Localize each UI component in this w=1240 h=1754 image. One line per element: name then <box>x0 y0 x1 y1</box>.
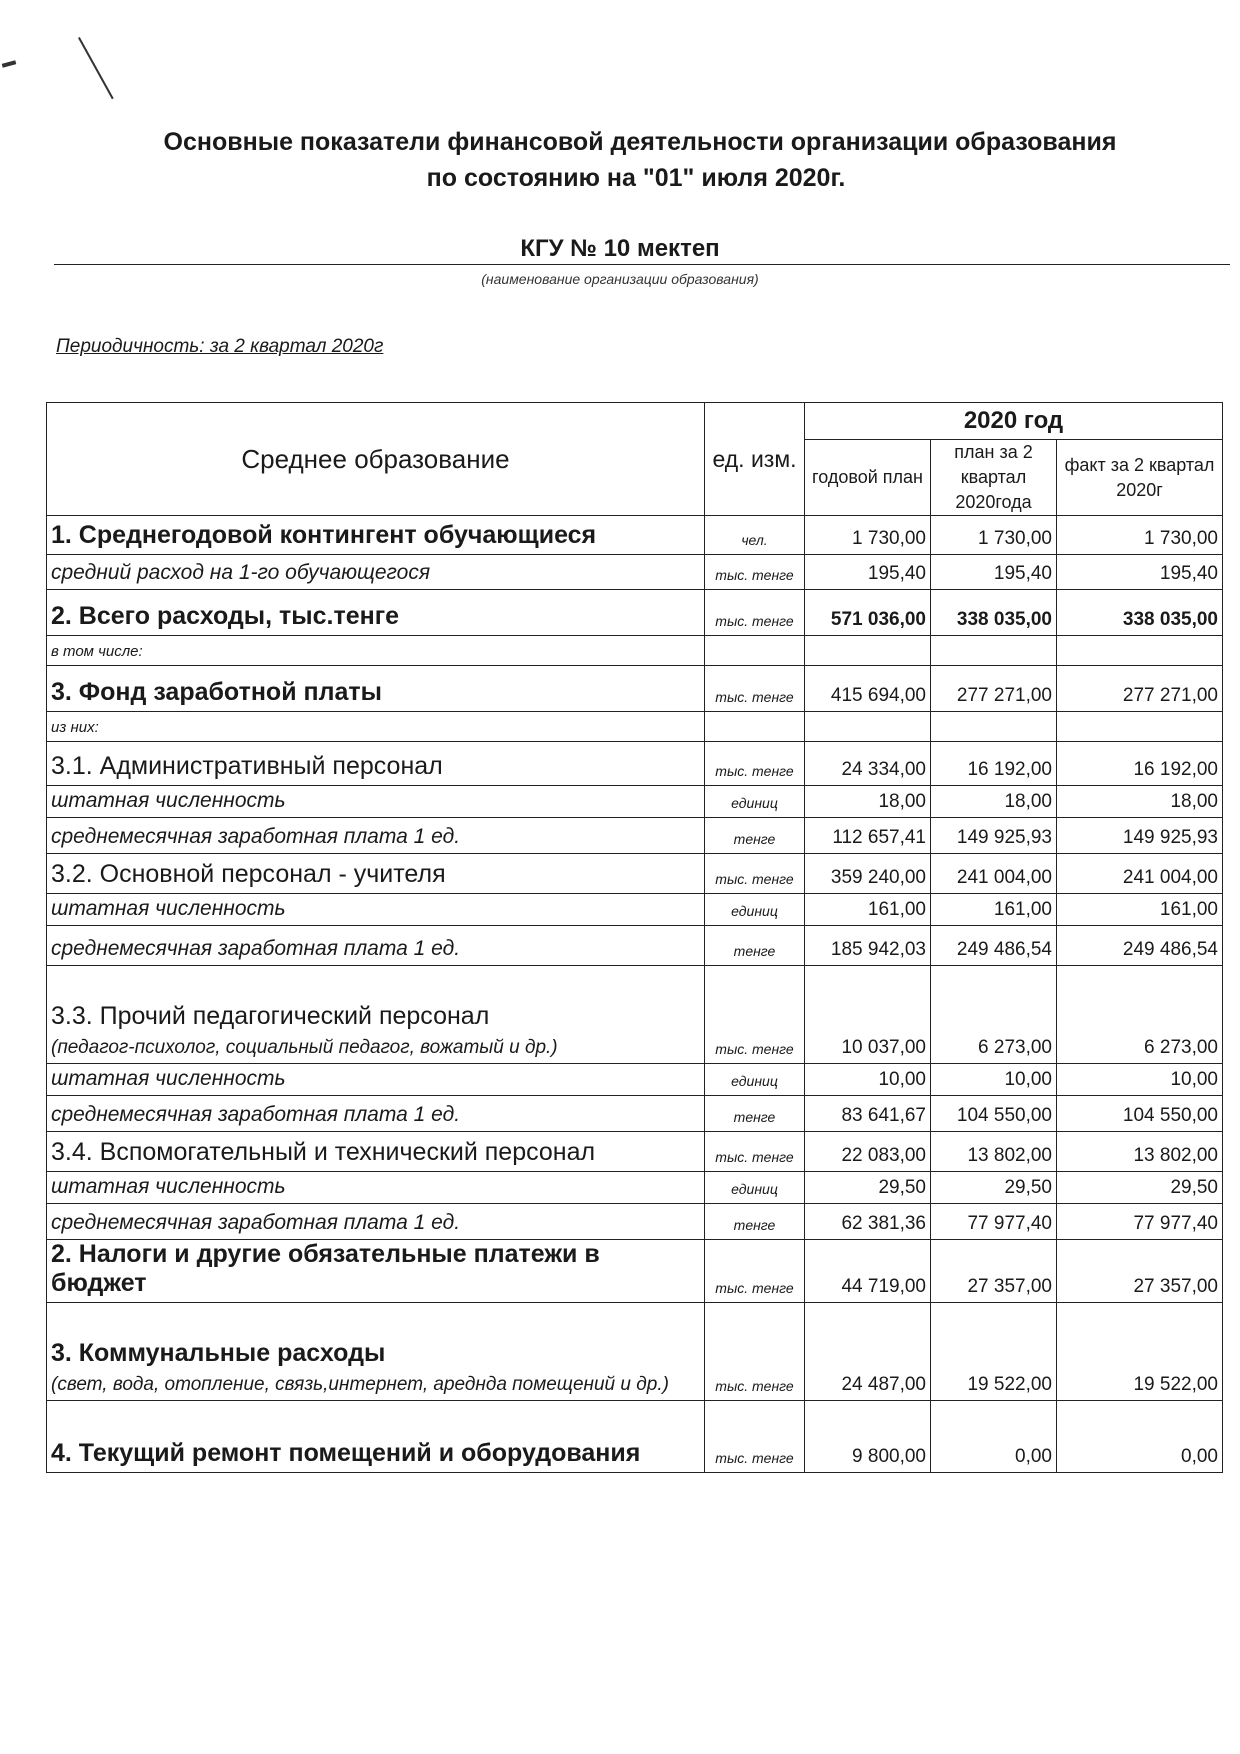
row-value-annual: 24 334,00 <box>805 742 931 786</box>
row-unit: тыс. тенге <box>705 854 805 894</box>
row-value-fact: 161,00 <box>1057 894 1223 926</box>
row-unit <box>705 712 805 742</box>
row-unit: тыс. тенге <box>705 666 805 712</box>
row-label: штатная численность <box>51 1067 286 1090</box>
row-value-annual: 44 719,00 <box>805 1240 931 1303</box>
row-label: среднемесячная заработная плата 1 ед. <box>51 825 461 848</box>
row-value-plan: 27 357,00 <box>931 1240 1057 1303</box>
table-row <box>47 555 1223 590</box>
column-header-year: 2020 год <box>805 403 1223 440</box>
column-header-title: Среднее образование <box>47 403 705 516</box>
row-value-annual: 359 240,00 <box>805 854 931 894</box>
row-value-fact: 0,00 <box>1057 1401 1223 1473</box>
row-label: в том числе: <box>51 643 143 660</box>
row-label: среднемесячная заработная плата 1 ед. <box>51 1211 461 1234</box>
row-label-cell <box>47 1204 705 1240</box>
column-header-plan-q2: план за 2 квартал 2020года <box>931 440 1057 516</box>
row-unit: тыс. тенге <box>705 742 805 786</box>
row-value-plan: 195,40 <box>931 555 1057 590</box>
row-label: 1. Среднегодовой контингент обучающиеся <box>51 521 597 549</box>
row-value-plan: 16 192,00 <box>931 742 1057 786</box>
row-label-cell <box>47 1096 705 1132</box>
row-label-cell <box>47 1132 705 1172</box>
row-unit: тыс. тенге <box>705 966 805 1064</box>
row-label-cell <box>47 555 705 590</box>
column-header-fact-q2: факт за 2 квартал 2020г <box>1057 440 1223 516</box>
row-label: среднемесячная заработная плата 1 ед. <box>51 937 461 960</box>
row-value-annual <box>805 636 931 666</box>
row-unit: единиц <box>705 1064 805 1096</box>
row-label: штатная численность <box>51 789 286 812</box>
row-value-plan: 338 035,00 <box>931 590 1057 636</box>
row-label-cell <box>47 666 705 712</box>
row-value-plan: 104 550,00 <box>931 1096 1057 1132</box>
row-value-plan: 277 271,00 <box>931 666 1057 712</box>
row-value-fact: 77 977,40 <box>1057 1204 1223 1240</box>
row-value-fact: 1 730,00 <box>1057 516 1223 555</box>
row-unit: тыс. тенге <box>705 1132 805 1172</box>
table-row <box>47 590 1223 636</box>
row-label-cell <box>47 1064 705 1096</box>
row-value-annual: 112 657,41 <box>805 818 931 854</box>
row-value-annual <box>805 712 931 742</box>
finance-table <box>46 402 1223 1473</box>
row-value-plan: 19 522,00 <box>931 1303 1057 1401</box>
row-unit: тенге <box>705 818 805 854</box>
row-label-cell <box>47 742 705 786</box>
table-row <box>47 1172 1223 1204</box>
row-value-annual: 10 037,00 <box>805 966 931 1064</box>
row-unit: тыс. тенге <box>705 1401 805 1473</box>
row-value-plan: 29,50 <box>931 1172 1057 1204</box>
document-title-line1: Основные показатели финансовой деятельности организации образования <box>163 128 1117 156</box>
table-row <box>47 1132 1223 1172</box>
row-label-cell <box>47 516 705 555</box>
row-unit: тенге <box>705 1204 805 1240</box>
row-label: 3.2. Основной персонал - учителя <box>51 860 446 888</box>
row-label: средний расход на 1-го обучающегося <box>51 561 431 584</box>
row-value-fact <box>1057 712 1223 742</box>
table-row <box>47 818 1223 854</box>
row-label: 2. Всего расходы, тыс.тенге <box>51 602 400 630</box>
row-label-cell <box>47 1172 705 1204</box>
table-row <box>47 742 1223 786</box>
row-value-fact: 19 522,00 <box>1057 1303 1223 1401</box>
row-value-annual: 18,00 <box>805 786 931 818</box>
row-value-plan: 13 802,00 <box>931 1132 1057 1172</box>
row-value-fact: 104 550,00 <box>1057 1096 1223 1132</box>
row-label: 3. Фонд заработной платы <box>51 678 382 706</box>
table-row <box>47 516 1223 555</box>
table-row <box>47 1064 1223 1096</box>
row-label-cell <box>47 966 705 1064</box>
row-value-fact: 249 486,54 <box>1057 926 1223 966</box>
row-value-annual: 161,00 <box>805 894 931 926</box>
row-label: из них: <box>51 719 99 736</box>
column-header-unit: ед. изм. <box>705 403 805 516</box>
row-value-fact: 27 357,00 <box>1057 1240 1223 1303</box>
row-unit: тенге <box>705 1096 805 1132</box>
row-label-cell <box>47 590 705 636</box>
row-unit: чел. <box>705 516 805 555</box>
pen-stroke-mark <box>2 60 17 67</box>
row-value-fact: 241 004,00 <box>1057 854 1223 894</box>
table-row <box>47 786 1223 818</box>
row-label: среднемесячная заработная плата 1 ед. <box>51 1103 461 1126</box>
row-value-plan <box>931 636 1057 666</box>
row-label-cell <box>47 926 705 966</box>
row-value-annual: 9 800,00 <box>805 1401 931 1473</box>
organization-caption: (наименование организации образования) <box>481 271 759 287</box>
table-row <box>47 1401 1223 1473</box>
row-value-fact <box>1057 636 1223 666</box>
row-label: 3.4. Вспомогательный и технический персонал <box>51 1138 596 1166</box>
row-label-cell <box>47 894 705 926</box>
row-unit: тыс. тенге <box>705 1240 805 1303</box>
row-value-annual: 29,50 <box>805 1172 931 1204</box>
row-value-plan: 1 730,00 <box>931 516 1057 555</box>
row-value-plan: 161,00 <box>931 894 1057 926</box>
row-unit: единиц <box>705 1172 805 1204</box>
pen-stroke-mark <box>78 37 114 99</box>
row-sublabel: (свет, вода, отопление, связь,интернет, ареднда помещений и др.) <box>51 1374 669 1395</box>
row-value-fact: 6 273,00 <box>1057 966 1223 1064</box>
row-value-plan: 10,00 <box>931 1064 1057 1096</box>
row-value-annual: 195,40 <box>805 555 931 590</box>
row-value-fact: 338 035,00 <box>1057 590 1223 636</box>
row-value-plan: 6 273,00 <box>931 966 1057 1064</box>
row-value-fact: 16 192,00 <box>1057 742 1223 786</box>
row-value-fact: 18,00 <box>1057 786 1223 818</box>
table-row <box>47 1096 1223 1132</box>
row-value-annual: 62 381,36 <box>805 1204 931 1240</box>
row-unit: тыс. тенге <box>705 1303 805 1401</box>
row-unit: тыс. тенге <box>705 555 805 590</box>
column-header-annual-plan: годовой план <box>805 440 931 516</box>
row-value-annual: 185 942,03 <box>805 926 931 966</box>
row-value-annual: 571 036,00 <box>805 590 931 636</box>
row-unit <box>705 636 805 666</box>
row-label-cell <box>47 1401 705 1473</box>
row-value-annual: 1 730,00 <box>805 516 931 555</box>
row-unit: единиц <box>705 786 805 818</box>
row-value-fact: 29,50 <box>1057 1172 1223 1204</box>
row-label: штатная численность <box>51 1175 286 1198</box>
row-label: 4. Текущий ремонт помещений и оборудования <box>51 1439 641 1467</box>
row-value-fact: 195,40 <box>1057 555 1223 590</box>
table-row <box>47 1240 1223 1303</box>
row-unit: единиц <box>705 894 805 926</box>
row-label-cell <box>47 786 705 818</box>
row-label: 3.3. Прочий педагогический персонал <box>51 1002 490 1030</box>
row-label-cell <box>47 818 705 854</box>
table-row <box>47 926 1223 966</box>
row-value-annual: 10,00 <box>805 1064 931 1096</box>
row-label-cell <box>47 712 705 742</box>
row-label: 3.1. Административный персонал <box>51 752 443 780</box>
row-value-annual: 22 083,00 <box>805 1132 931 1172</box>
row-value-annual: 24 487,00 <box>805 1303 931 1401</box>
organization-underline <box>54 264 1230 265</box>
row-value-fact: 13 802,00 <box>1057 1132 1223 1172</box>
table-row <box>47 636 1223 666</box>
periodicity-label: Периодичность: за 2 квартал 2020г <box>56 336 384 357</box>
row-label-cell <box>47 854 705 894</box>
row-value-fact: 149 925,93 <box>1057 818 1223 854</box>
row-value-annual: 83 641,67 <box>805 1096 931 1132</box>
table-row <box>47 894 1223 926</box>
row-label: штатная численность <box>51 897 286 920</box>
table-row <box>47 854 1223 894</box>
row-value-plan: 249 486,54 <box>931 926 1057 966</box>
organization-name: КГУ № 10 мектеп <box>520 235 720 262</box>
row-label-cell <box>47 1303 705 1401</box>
row-value-fact: 277 271,00 <box>1057 666 1223 712</box>
row-label-cell <box>47 636 705 666</box>
document-title-line2: по состоянию на "01" июля 2020г. <box>426 164 846 192</box>
table-row <box>47 666 1223 712</box>
row-value-plan: 0,00 <box>931 1401 1057 1473</box>
row-unit: тенге <box>705 926 805 966</box>
row-value-plan: 18,00 <box>931 786 1057 818</box>
table-row <box>47 966 1223 1064</box>
table-row <box>47 712 1223 742</box>
row-value-plan: 77 977,40 <box>931 1204 1057 1240</box>
row-value-plan <box>931 712 1057 742</box>
row-value-plan: 241 004,00 <box>931 854 1057 894</box>
row-label: 3. Коммунальные расходы <box>51 1339 386 1367</box>
row-label-cell <box>47 1240 705 1303</box>
row-unit: тыс. тенге <box>705 590 805 636</box>
row-value-plan: 149 925,93 <box>931 818 1057 854</box>
row-sublabel: (педагог-психолог, социальный педагог, вожатый и др.) <box>51 1037 558 1058</box>
row-value-annual: 415 694,00 <box>805 666 931 712</box>
table-row <box>47 1204 1223 1240</box>
row-label: 2. Налоги и другие обязательные платежи в бюджет <box>51 1240 600 1297</box>
table-row <box>47 1303 1223 1401</box>
row-value-fact: 10,00 <box>1057 1064 1223 1096</box>
